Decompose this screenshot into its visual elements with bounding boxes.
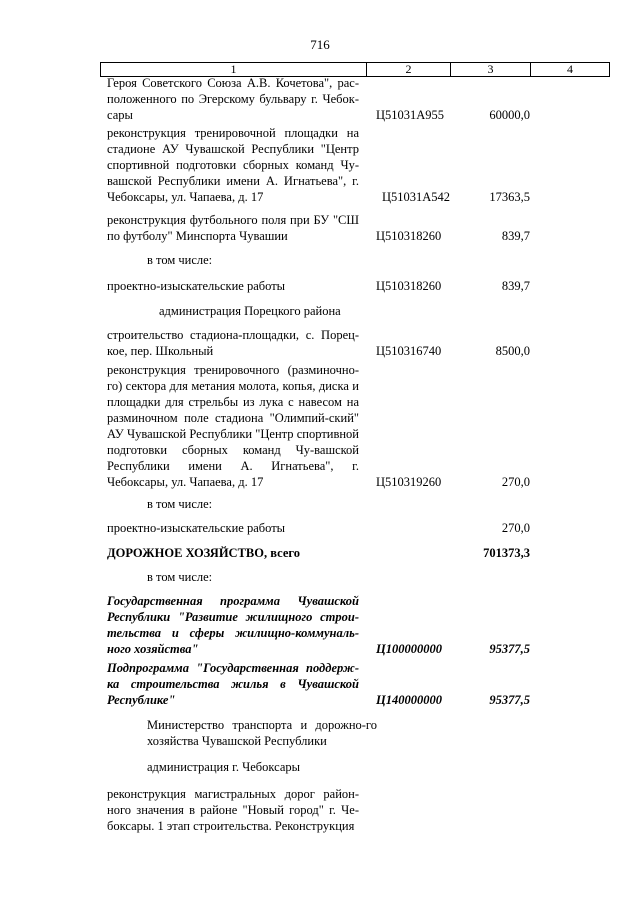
row-amount: 95377,5 <box>489 642 530 656</box>
row-code: Ц510316740 <box>376 344 442 358</box>
table-row <box>107 278 607 294</box>
row-amount: 270,0 <box>501 475 530 489</box>
table-row <box>107 363 607 490</box>
table-row <box>107 303 607 319</box>
row-description: строительство стадиона-площадки, с. Порец-кое, пер. Школьный <box>107 328 359 358</box>
header-col-2: 2 <box>367 63 451 76</box>
row-amount: 17363,5 <box>489 190 530 204</box>
row-description: в том числе: <box>147 253 213 267</box>
row-code: Ц51031А542 <box>382 190 451 204</box>
row-description: в том числе: <box>147 570 213 584</box>
table-row <box>107 545 607 561</box>
row-amount: 701373,3 <box>483 546 530 560</box>
header-col-4: 4 <box>567 62 573 76</box>
table-row <box>107 784 607 834</box>
row-description: Министерство транспорта и дорожно-го хозяйства Чувашской Республики <box>147 718 377 748</box>
row-description: Государственная программа Чувашской Республики "Развитие жилищного строи-тельства и сферы жилищно-коммуналь-ного хозяйства" <box>107 594 359 656</box>
row-description: администрация Порецкого района <box>159 304 341 318</box>
table-row <box>107 660 607 708</box>
header-col-1: 1 <box>101 63 367 76</box>
header-col-3: 3 <box>451 63 531 76</box>
row-description: ДОРОЖНОЕ ХОЗЯЙСТВО, всего <box>107 546 300 560</box>
row-description: реконструкция футбольного поля при БУ "СШ по футболу" Минспорта Чувашии <box>107 213 359 243</box>
row-code: Ц51031А955 <box>376 108 445 122</box>
table-row <box>107 496 607 512</box>
row-description: проектно-изыскательские работы <box>107 521 286 535</box>
table-row <box>107 211 607 244</box>
table-row <box>107 252 607 268</box>
table-row <box>107 77 607 123</box>
row-description: проектно-изыскательские работы <box>107 279 286 293</box>
row-amount: 270,0 <box>501 521 530 535</box>
row-description: Подпрограмма "Государственная поддерж-ка строительства жилья в Чувашской Республике" <box>107 661 359 707</box>
row-amount: 95377,5 <box>489 693 530 707</box>
table-row <box>107 326 607 359</box>
table-row <box>107 520 607 536</box>
row-description: реконструкция тренировочной площадки на стадионе АУ Чувашской Республики "Центр спортивной подготовки сборных команд Чу-вашской Республики имени А. Игнатьева", г. Чебоксары, ул. Чапаева, д. 17 <box>107 126 359 204</box>
row-description: администрация г. Чебоксары <box>147 760 301 774</box>
row-amount: 839,7 <box>501 279 530 293</box>
row-amount: 60000,0 <box>489 108 530 122</box>
row-amount: 8500,0 <box>495 344 530 358</box>
row-code: Ц510318260 <box>376 279 442 293</box>
table-row <box>107 716 607 749</box>
row-description: реконструкция тренировочного (разминочно-го) сектора для метания молота, копья, диска и площадки для стрельбы из лука с навесом на разминочном поле стадиона "Олимпий-ский" АУ Чувашской Республики "Центр спортивной подготовки сборных команд Чу-вашской Республики имени А. Игнатьева", г. Чебоксары, ул. Чапаева, д. 17 <box>107 363 359 489</box>
row-code: Ц510319260 <box>376 475 442 489</box>
row-description: в том числе: <box>147 497 213 511</box>
row-code: Ц100000000 <box>376 642 442 656</box>
table-row <box>107 126 607 205</box>
row-description: реконструкция магистральных дорог район-ного значения в районе "Новый город" г. Че-боксары. 1 этап строительства. Реконструкция <box>107 787 359 833</box>
table-row <box>107 569 607 585</box>
page-number: 716 <box>310 37 330 52</box>
row-description: Героя Советского Союза А.В. Кочетова", рас-положенного по Эгерскому бульвару г. Чебок-сары <box>107 76 359 122</box>
table-row <box>107 759 607 775</box>
row-code: Ц510318260 <box>376 229 442 243</box>
table-row <box>107 594 607 657</box>
row-amount: 839,7 <box>501 229 530 243</box>
row-code: Ц140000000 <box>376 693 442 707</box>
